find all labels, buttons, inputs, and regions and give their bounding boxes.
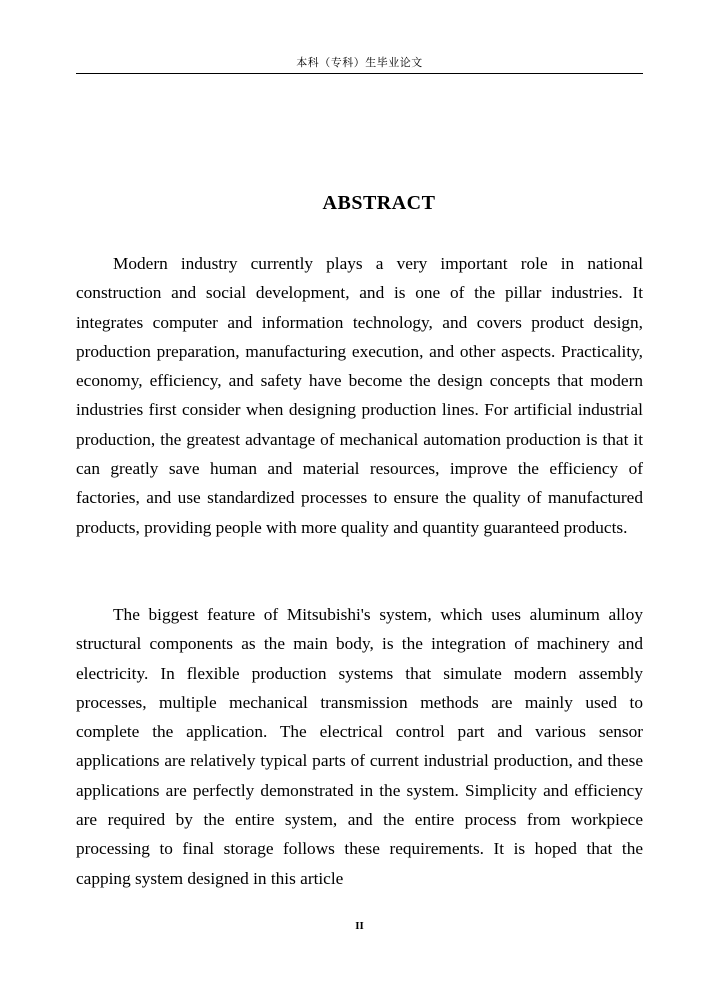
abstract-paragraph: Modern industry currently plays a very important role in national construction and social development, and is one of the pillar industries. It integrates computer and information technology, and covers product design, production preparation, manufacturing execution, and other aspects. Practicality, economy, efficiency, and safety have become the design concepts that modern industries first consider when designing production lines. For artificial industrial production, the greatest advantage of mechanical automation production is that it can greatly save human and material resources, improve the efficiency of factories, and use standardized processes to ensure the quality of manufactured products, providing people with more quality and quantity guaranteed products. [76, 254, 643, 537]
running-header: 本科（专科）生毕业论文 [296, 56, 423, 69]
page-number: II [355, 920, 364, 932]
abstract-paragraph: The biggest feature of Mitsubishi's system, which uses aluminum alloy structural components as the main body, is the integration of machinery and electricity. In flexible production systems that simulate modern assembly processes, multiple mechanical transmission methods are mainly used to complete the application. The electrical control part and various sensor applications are relatively typical parts of current industrial production, and these applications are perfectly demonstrated in the system. Simplicity and efficiency are required by the entire system, and the entire process from workpiece processing to final storage follows these requirements. It is hoped that the capping system designed in this article [76, 605, 643, 888]
header-rule [76, 73, 643, 74]
abstract-title: ABSTRACT [322, 192, 436, 214]
